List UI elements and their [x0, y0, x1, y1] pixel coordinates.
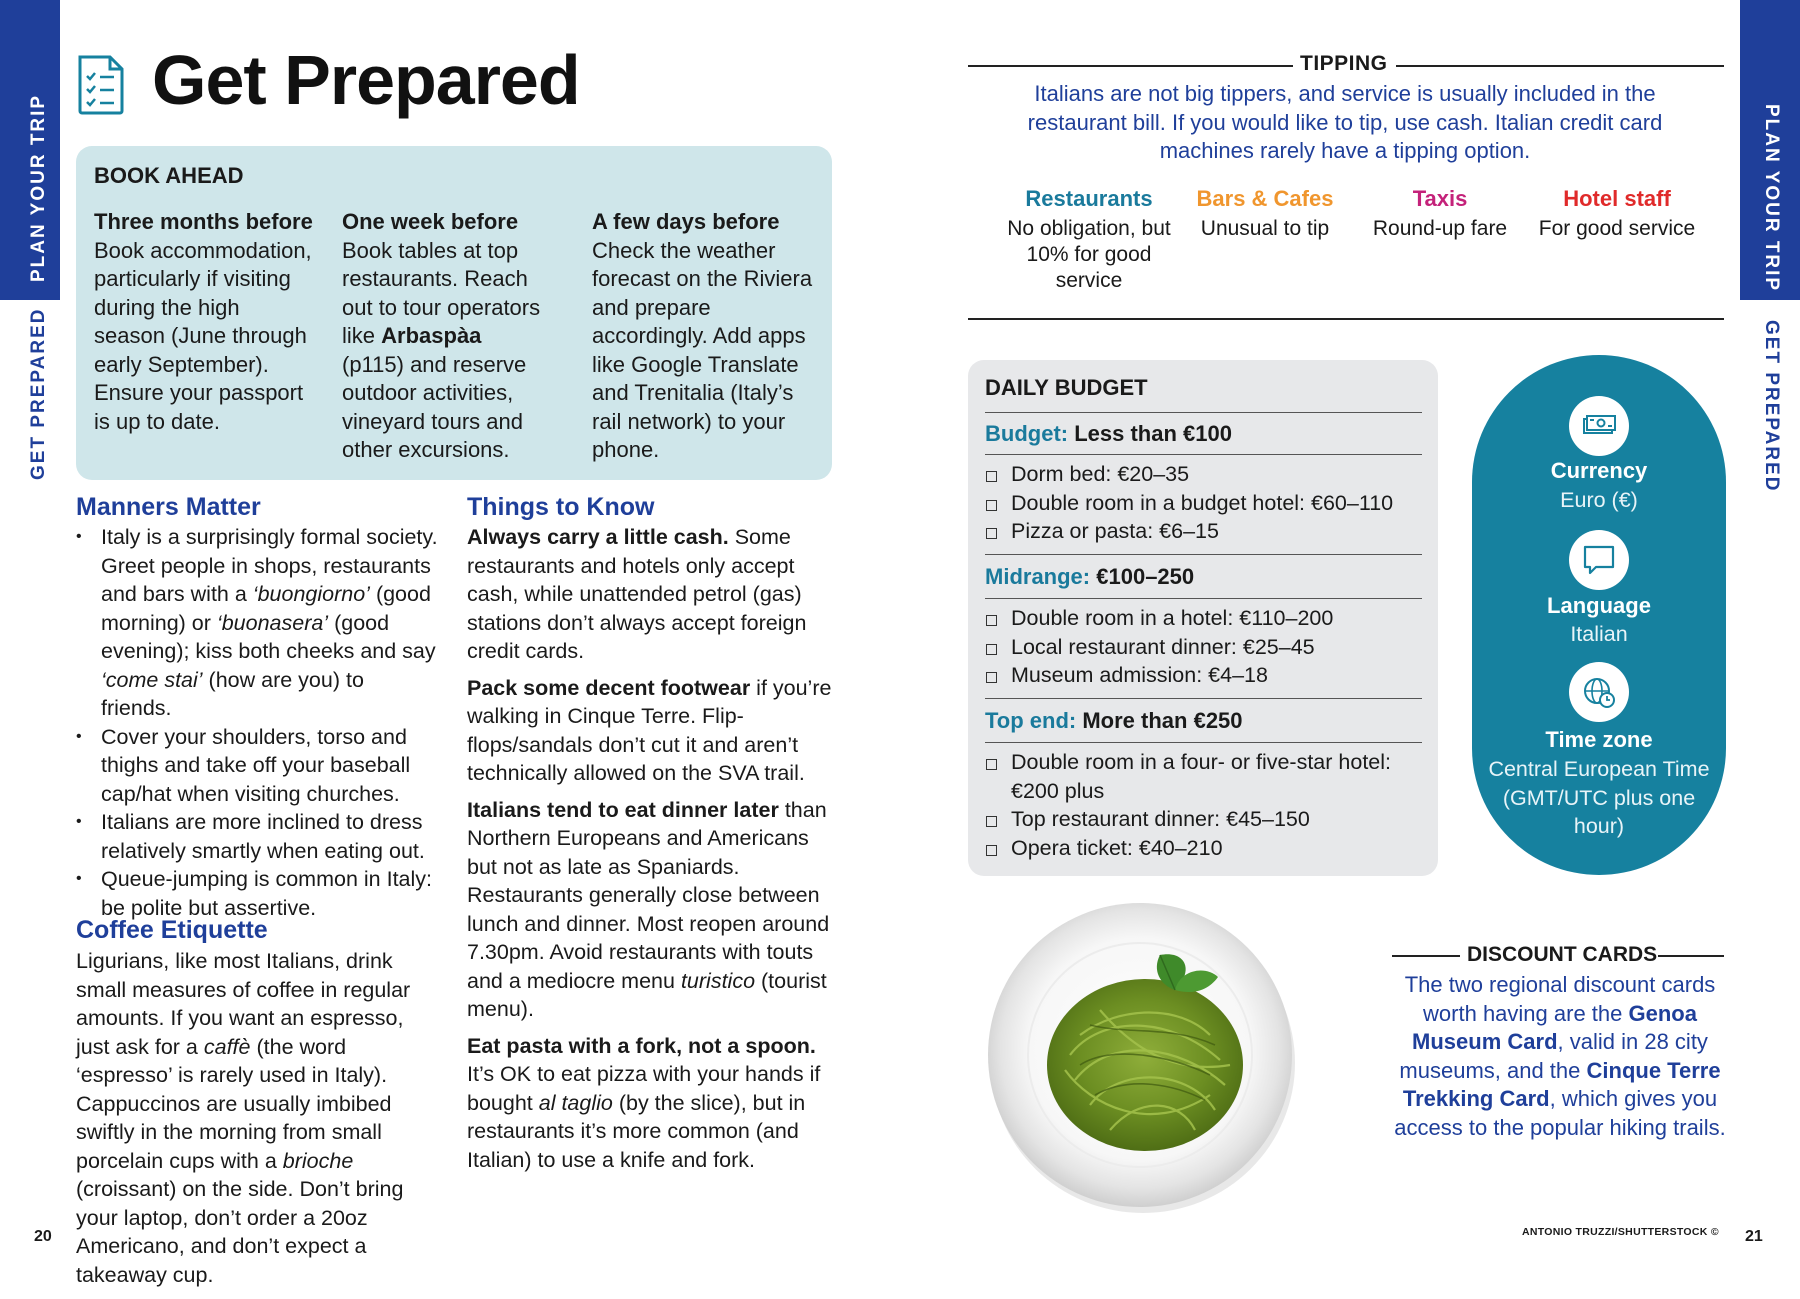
- paragraph: Always carry a little cash. Some restaurants and hotels only accept cash, while unattended petrol (gas) stations don’t always accept foreign credit cards.: [467, 525, 807, 663]
- tipping-intro: Italians are not big tippers, and service is usually included in the restaurant bill. If you would like to tip, use cash. Italian credit card machines rarely have a tipping option.: [1027, 81, 1663, 163]
- tipping-rule-right: [1396, 65, 1724, 67]
- list-item: Pizza or pasta: €6–15: [985, 517, 1425, 546]
- tipping-rule-left: [968, 65, 1293, 67]
- discount-heading: DISCOUNT CARDS: [1467, 943, 1658, 966]
- tier-top-end-list: [985, 748, 1425, 862]
- paragraph: Pack some decent footwear if you’re walking in Cinque Terre. Flip-flops/sandals don’t cut it and aren’t technically allowed on the SVA trail.: [467, 675, 832, 785]
- list-item: Museum admission: €4–18: [985, 661, 1425, 690]
- manners-heading: Manners Matter: [76, 493, 261, 521]
- book-col-bold: Arbaspàa: [381, 323, 482, 348]
- language-label: Language: [1547, 593, 1651, 618]
- list-item: Double room in a hotel: €110–200: [985, 604, 1425, 633]
- banknotes-icon: [1569, 396, 1629, 456]
- book-col-text: (p115) and reserve outdoor activities, vineyard tours and other excursions.: [342, 351, 527, 462]
- list-item: Dorm bed: €20–35: [985, 460, 1425, 489]
- tip-bars-cafes: Bars & Cafes Unusual to tip: [1196, 186, 1334, 240]
- side-label-get-prepared-right: GET PREPARED: [1761, 320, 1782, 493]
- language-value: Italian: [1570, 622, 1628, 646]
- things-heading: Things to Know: [467, 493, 655, 521]
- checklist-icon: [76, 55, 126, 115]
- discount-rule-right: [1658, 955, 1724, 957]
- list-item: • Italy is a surprisingly formal society. Greet people in shops, restaurants and bars with a ‘buongiorno’ (good morning) or ‘buonasera’ (good evening); kiss both cheeks and say ‘come stai’ (how are you) to friends.: [76, 523, 440, 723]
- tipping-heading: TIPPING: [1300, 52, 1388, 75]
- list-item: Opera ticket: €40–210: [985, 834, 1425, 863]
- things-section: [467, 523, 832, 1182]
- currency-label: Currency: [1550, 458, 1648, 483]
- page-number-right: 21: [1745, 1228, 1763, 1245]
- book-ahead-col-three-months: [94, 208, 314, 436]
- currency-value: Euro (€): [1560, 488, 1638, 512]
- tier-budget-list: [985, 460, 1425, 546]
- manners-section: [76, 523, 440, 922]
- book-col-text: Book accommodation, particularly if visiting during the high season (June through early September). Ensure your passport is up to date.: [94, 237, 312, 434]
- book-col-text: Check the weather forecast on the Riviera and prepare accordingly. Add apps like Google Translate and Trenitalia (Italy’s rail network) to your phone.: [592, 237, 813, 462]
- list-item: Double room in a four- or five-star hotel: €200 plus: [985, 748, 1425, 805]
- tip-taxis: Taxis Round-up fare: [1372, 186, 1508, 240]
- list-item: • Italians are more inclined to dress relatively smartly when eating out.: [76, 808, 440, 865]
- budget-rule: [985, 698, 1422, 699]
- paragraph: Eat pasta with a fork, not a spoon. It’s OK to eat pizza with your hands if bought al taglio (by the slice), but in restaurants it’s more common (and Italian) to use a knife and fork.: [467, 1033, 821, 1172]
- side-label-plan-your-trip-left: PLAN YOUR TRIP: [28, 93, 49, 282]
- budget-heading: DAILY BUDGET: [985, 375, 1148, 400]
- book-col-heading: A few days before: [592, 209, 780, 234]
- book-ahead-col-one-week: [342, 208, 547, 465]
- budget-rule: [985, 554, 1422, 555]
- tier-top-end-heading: Top end: More than €250: [985, 708, 1243, 733]
- globe-clock-icon: [1569, 662, 1629, 722]
- list-item: • Queue-jumping is common in Italy: be polite but assertive.: [76, 865, 440, 922]
- timezone-value: Central European Time (GMT/UTC plus one hour): [1488, 757, 1710, 838]
- coffee-text: Ligurians, like most Italians, drink small measures of coffee in regular amounts. If you want an espresso, just ask for a caffè (the word ‘espresso’ is rarely used in Italy). Cappuccinos are usually imbibed swiftly in the morning from small porcelain cups with a brioche (croissant) on the side. Don’t bring your laptop, don’t order a 20oz Americano, and don’t expect a takeaway cup.: [76, 949, 411, 1287]
- book-col-heading: One week before: [342, 209, 519, 234]
- book-ahead-col-few-days: [592, 208, 820, 465]
- timezone-label: Time zone: [1545, 727, 1653, 752]
- side-label-plan-your-trip-right: PLAN YOUR TRIP: [1761, 104, 1782, 293]
- speech-bubble-icon: [1569, 530, 1629, 590]
- list-item: • Cover your shoulders, torso and thighs and take off your baseball cap/hat when visiting churches.: [76, 723, 440, 809]
- page-number-left: 20: [34, 1228, 52, 1245]
- paragraph: Italians tend to eat dinner later than Northern Europeans and Americans but not as late as Spaniards. Restaurants generally close between lunch and dinner. Most reopen around 7.30pm. Avoid restaurants with touts and a mediocre menu turistico (tourist menu).: [467, 797, 830, 1021]
- budget-rule: [985, 454, 1422, 455]
- discount-rule-left: [1392, 955, 1460, 957]
- tier-midrange-list: [985, 604, 1425, 690]
- coffee-heading: Coffee Etiquette: [76, 916, 268, 944]
- discount-text: The two regional discount cards worth having are the Genoa Museum Card, valid in 28 city museums, and the Cinque Terre Trekking Card, which gives you access to the popular hiking trails.: [1394, 972, 1726, 1140]
- list-item: Top restaurant dinner: €45–150: [985, 805, 1425, 834]
- side-label-get-prepared-left: GET PREPARED: [28, 307, 49, 480]
- page-title: Get Prepared: [152, 41, 580, 119]
- list-item: Double room in a budget hotel: €60–110: [985, 489, 1425, 518]
- book-col-text: Book tables at top restaurants. Reach out to tour operators like: [342, 237, 541, 348]
- tier-midrange-heading: Midrange: €100–250: [985, 564, 1195, 589]
- book-ahead-heading: BOOK AHEAD: [94, 163, 244, 188]
- list-item: Local restaurant dinner: €25–45: [985, 633, 1425, 662]
- pesto-pasta-photo: [980, 895, 1300, 1215]
- tip-hotel-staff: Hotel staff For good service: [1538, 186, 1696, 240]
- photo-credit: ANTONIO TRUZZI/SHUTTERSTOCK ©: [1522, 1226, 1719, 1238]
- budget-rule: [985, 598, 1422, 599]
- tier-budget-heading: Budget: Less than €100: [985, 421, 1232, 446]
- budget-rule: [985, 742, 1422, 743]
- tipping-bottom-rule: [968, 318, 1724, 320]
- book-col-heading: Three months before: [94, 209, 313, 234]
- tip-restaurants: Restaurants No obligation, but 10% for good service: [1007, 186, 1171, 292]
- budget-rule: [985, 412, 1422, 413]
